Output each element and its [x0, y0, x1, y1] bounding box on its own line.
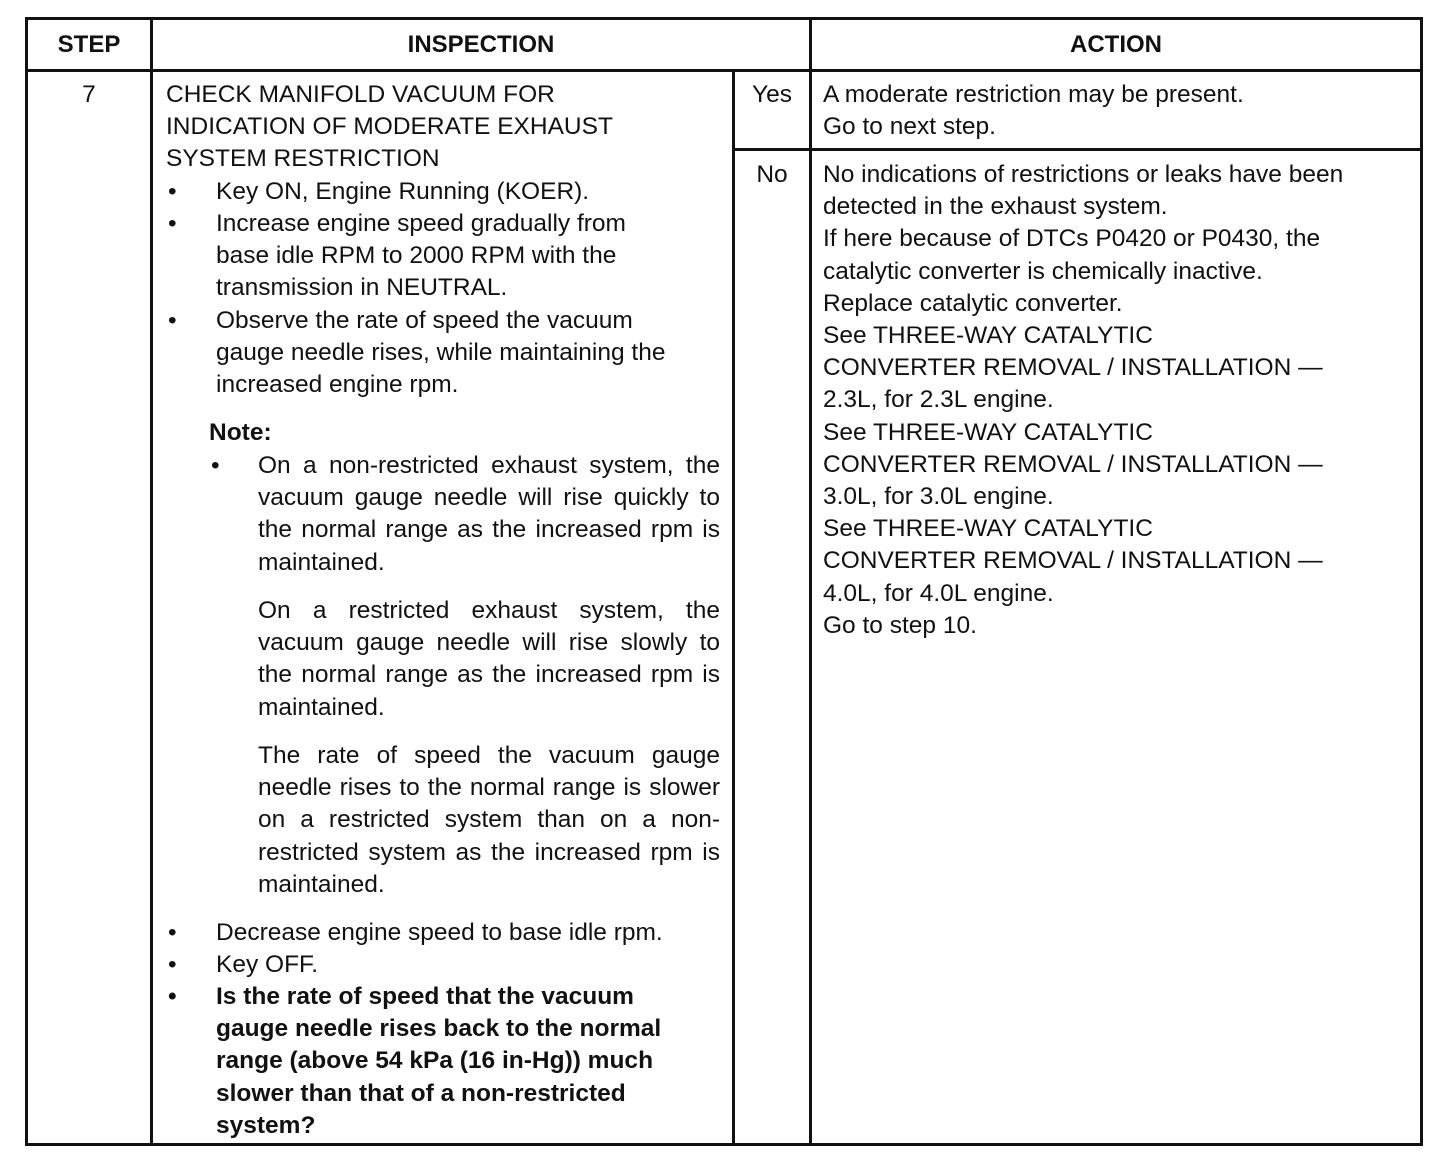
inspection-title: [166, 79, 613, 176]
note-paragraph: On a restricted exhaust system, the vacuum gauge needle will rise slowly to the normal range as the increased rpm is maintained.: [258, 597, 720, 721]
column-divider-answer: [732, 69, 735, 1143]
bullet-glyph: •: [168, 307, 177, 334]
bullet-item: [168, 176, 728, 209]
step-number: 7: [82, 81, 96, 108]
column-divider-step: [150, 20, 153, 1143]
question-line: gauge needle rises back to the normal: [216, 1015, 662, 1043]
action-line: Go to next step.: [823, 113, 996, 141]
bullet-line: base idle RPM to 2000 RPM with the: [216, 242, 617, 270]
bullet-glyph: •: [168, 210, 177, 237]
no-action: [823, 159, 1343, 642]
action-line: If here because of DTCs P0420 or P0430, the: [823, 225, 1321, 253]
action-line: Go to step 10.: [823, 611, 977, 639]
bullet-item: [168, 305, 728, 403]
title-line: INDICATION OF MODERATE EXHAUST: [166, 113, 613, 141]
bullet-item: [168, 917, 728, 950]
decision-question: [168, 981, 728, 1144]
bullet-line: gauge needle rises, while maintaining the: [216, 339, 666, 367]
bullet-line: transmission in NEUTRAL.: [216, 274, 508, 302]
question-line: Is the rate of speed that the vacuum: [216, 983, 634, 1010]
diagnostic-step-table: [25, 17, 1423, 1146]
header-inspection: INSPECTION: [407, 30, 555, 58]
action-line: CONVERTER REMOVAL / INSTALLATION —: [823, 547, 1323, 575]
action-line: 2.3L, for 2.3L engine.: [823, 386, 1054, 414]
action-line: catalytic converter is chemically inactive.: [823, 257, 1263, 285]
note-paragraph: On a non-restricted exhaust system, the vacuum gauge needle will rise quickly to the normal range as the increased rpm is maintained.: [258, 452, 720, 576]
answer-yes-label: Yes: [752, 81, 792, 108]
bullet-line: Observe the rate of speed the vacuum: [216, 307, 633, 334]
action-line: See THREE-WAY CATALYTIC: [823, 515, 1153, 543]
bullet-glyph: •: [168, 178, 177, 205]
bullet-line: Decrease engine speed to base idle rpm.: [216, 919, 663, 946]
note-label: Note:: [209, 419, 272, 446]
header-rule: [28, 69, 1420, 72]
bullet-glyph: •: [168, 919, 177, 946]
question-line: slower than that of a non-restricted: [216, 1079, 626, 1107]
header-action: ACTION: [1070, 30, 1162, 58]
yes-action: [823, 79, 1244, 143]
question-line: system?: [216, 1111, 316, 1139]
action-line: 3.0L, for 3.0L engine.: [823, 483, 1054, 511]
bullet-glyph: •: [168, 951, 177, 978]
bullet-item: [168, 208, 728, 306]
action-line: 4.0L, for 4.0L engine.: [823, 579, 1054, 607]
bullet-line: Key OFF.: [216, 951, 319, 978]
action-line: Replace catalytic converter.: [823, 289, 1123, 317]
action-line: See THREE-WAY CATALYTIC: [823, 418, 1153, 446]
action-line: A moderate restriction may be present.: [823, 81, 1244, 108]
note-bullet: •: [211, 452, 220, 479]
column-divider-action: [809, 20, 812, 1143]
header-step: STEP: [57, 30, 121, 58]
bullet-line: Key ON, Engine Running (KOER).: [216, 178, 590, 205]
bullet-item: [168, 949, 728, 982]
answer-no-label: No: [756, 161, 788, 188]
yes-no-divider: [732, 148, 1420, 151]
action-line: CONVERTER REMOVAL / INSTALLATION —: [823, 450, 1323, 478]
note-paragraph: The rate of speed the vacuum gauge needle rises to the normal range is slower on a restricted system than on a non-restricted system as the increased rpm is maintained.: [258, 742, 720, 898]
bullet-glyph: •: [168, 983, 177, 1010]
action-line: No indications of restrictions or leaks have been: [823, 161, 1344, 188]
bullet-line: increased engine rpm.: [216, 371, 459, 399]
bullet-line: Increase engine speed gradually from: [216, 210, 626, 237]
action-line: detected in the exhaust system.: [823, 193, 1168, 221]
question-line: range (above 54 kPa (16 in-Hg)) much: [216, 1047, 654, 1075]
action-line: CONVERTER REMOVAL / INSTALLATION —: [823, 354, 1323, 382]
action-line: See THREE-WAY CATALYTIC: [823, 322, 1153, 350]
title-line: SYSTEM RESTRICTION: [166, 145, 440, 173]
title-line: CHECK MANIFOLD VACUUM FOR: [166, 81, 555, 108]
